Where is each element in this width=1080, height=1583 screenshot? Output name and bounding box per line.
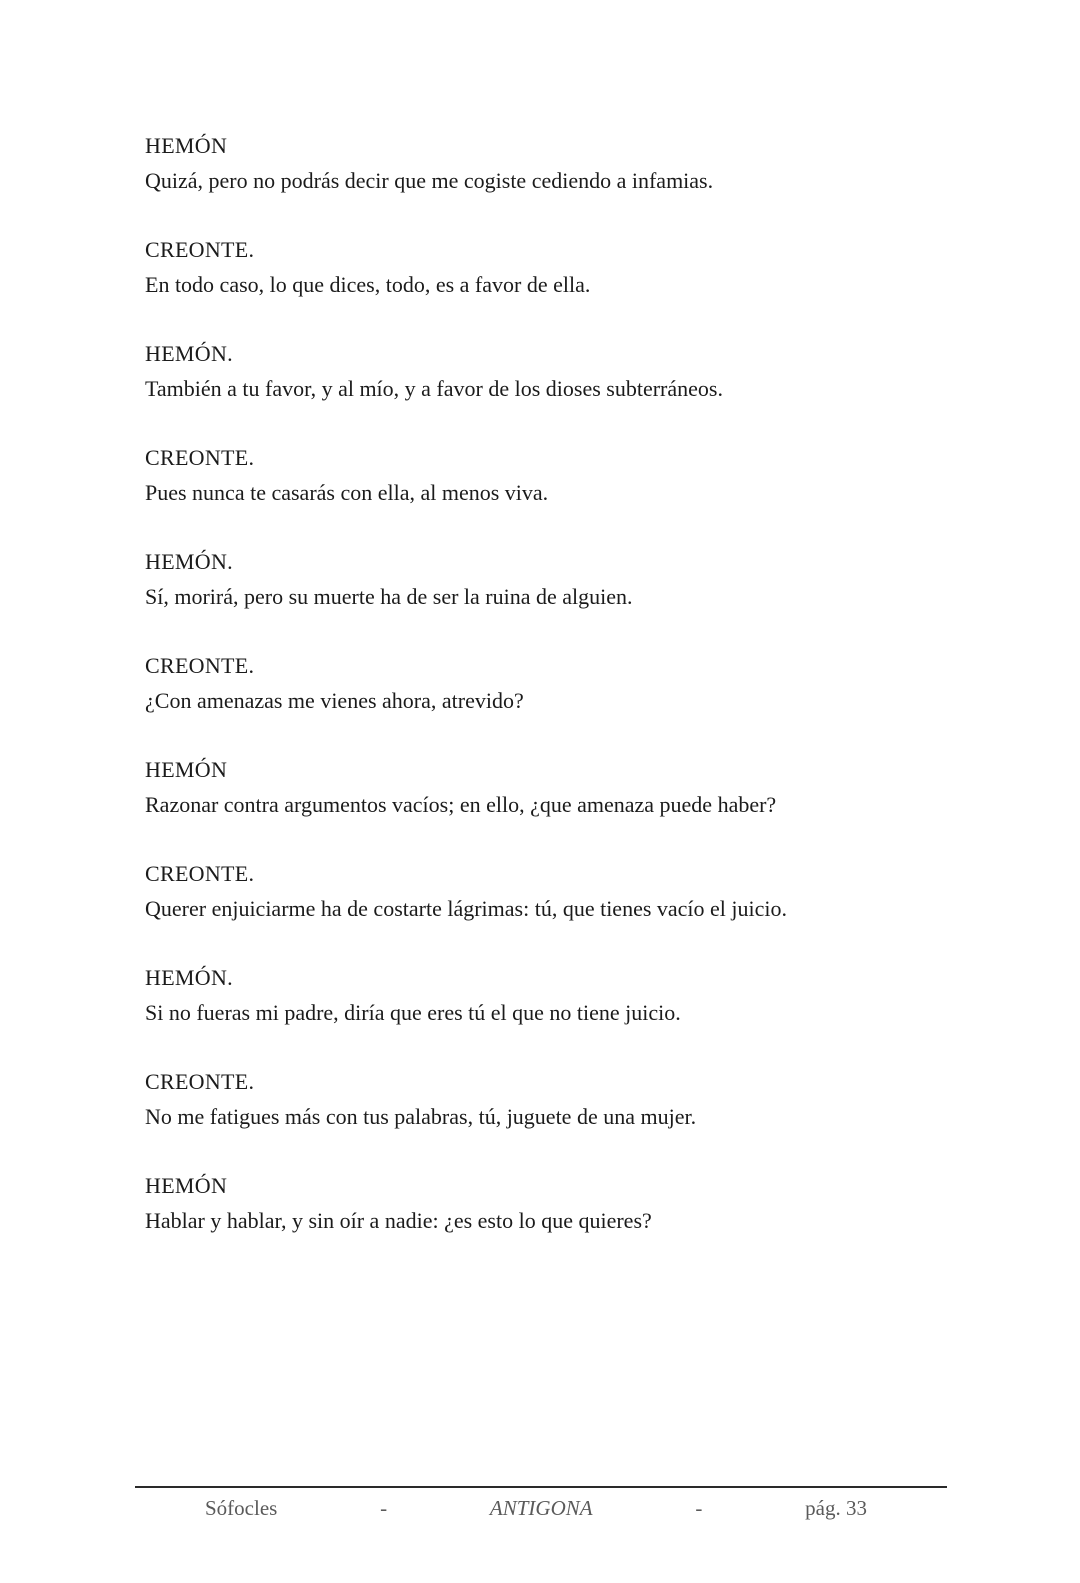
dialogue-block <box>145 648 930 718</box>
speaker-name: CREONTE. <box>145 653 255 678</box>
dialogue-line: Hablar y hablar, y sin oír a nadie: ¿es esto lo que quieres? <box>145 1208 652 1233</box>
speaker-name: HEMÓN <box>145 133 228 158</box>
speaker-name: CREONTE. <box>145 1069 255 1094</box>
dialogue-block <box>145 440 930 510</box>
footer-separator: - <box>380 1496 388 1520</box>
dialogue-line: Sí, morirá, pero su muerte ha de ser la ruina de alguien. <box>145 584 633 609</box>
dialogue-line: Quizá, pero no podrás decir que me cogiste cediendo a infamias. <box>145 168 714 193</box>
dialogue-line: Razonar contra argumentos vacíos; en ello, ¿que amenaza puede haber? <box>145 792 777 817</box>
dialogue-block <box>145 1168 930 1238</box>
dialogue-block <box>145 960 930 1030</box>
dialogue-content <box>145 128 930 1272</box>
speaker-name: HEMÓN <box>145 757 228 782</box>
footer-author: Sófocles <box>205 1496 278 1520</box>
footer-rule <box>135 1486 947 1488</box>
footer-row <box>135 1494 947 1522</box>
speaker-name: HEMÓN <box>145 1173 228 1198</box>
dialogue-line: ¿Con amenazas me vienes ahora, atrevido? <box>145 688 524 713</box>
speaker-name: CREONTE. <box>145 445 255 470</box>
dialogue-block <box>145 336 930 406</box>
speaker-name: CREONTE. <box>145 237 255 262</box>
dialogue-line: No me fatigues más con tus palabras, tú, juguete de una mujer. <box>145 1104 697 1129</box>
dialogue-line: En todo caso, lo que dices, todo, es a favor de ella. <box>145 272 591 297</box>
footer-page-number: pág. 33 <box>805 1496 867 1520</box>
dialogue-block <box>145 752 930 822</box>
speaker-name: CREONTE. <box>145 861 255 886</box>
page-footer <box>135 1486 947 1522</box>
dialogue-block <box>145 1064 930 1134</box>
dialogue-block <box>145 232 930 302</box>
dialogue-line: También a tu favor, y al mío, y a favor de los dioses subterráneos. <box>145 376 723 401</box>
speaker-name: HEMÓN. <box>145 965 233 990</box>
footer-separator: - <box>695 1496 703 1520</box>
dialogue-block <box>145 856 930 926</box>
speaker-name: HEMÓN. <box>145 341 233 366</box>
dialogue-line: Si no fueras mi padre, diría que eres tú el que no tiene juicio. <box>145 1000 681 1025</box>
footer-book-title: ANTIGONA <box>489 1496 593 1520</box>
dialogue-block <box>145 544 930 614</box>
speaker-name: HEMÓN. <box>145 549 233 574</box>
dialogue-block <box>145 128 930 198</box>
dialogue-line: Pues nunca te casarás con ella, al menos viva. <box>145 480 549 505</box>
dialogue-line: Querer enjuiciarme ha de costarte lágrimas: tú, que tienes vacío el juicio. <box>145 896 788 921</box>
